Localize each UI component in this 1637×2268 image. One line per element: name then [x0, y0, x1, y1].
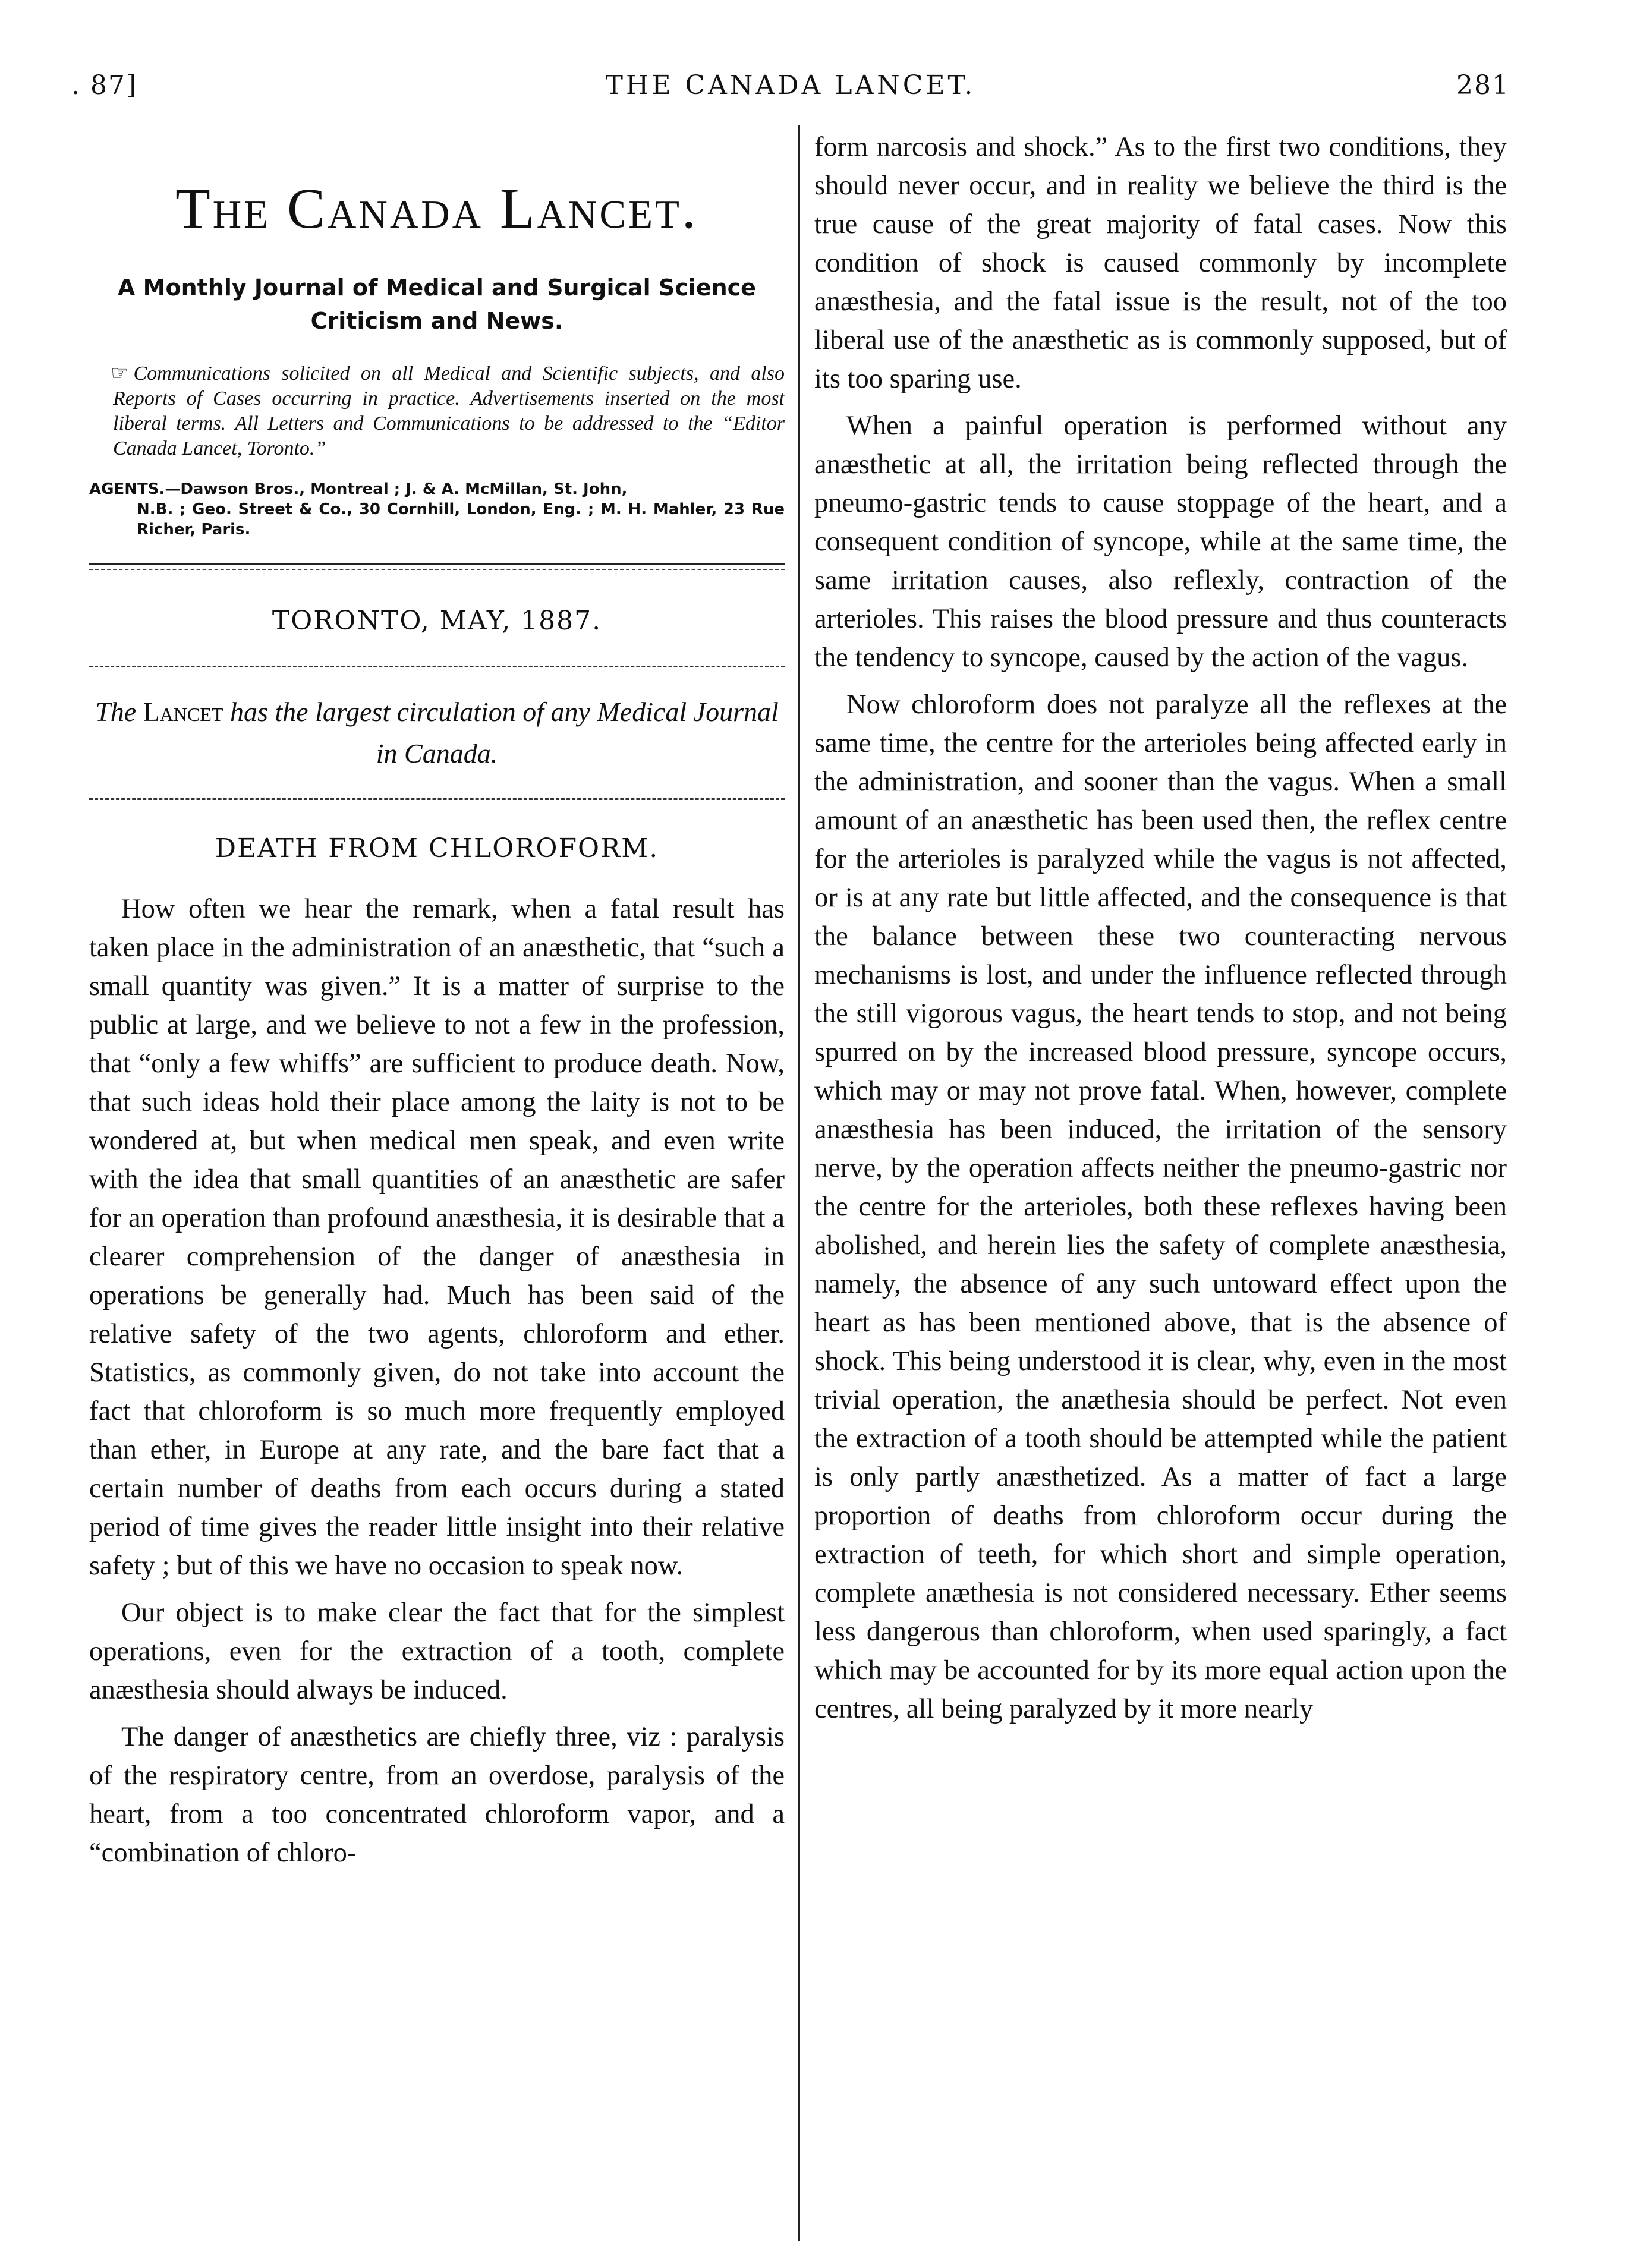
notice-text-end: has the largest circulation of any Medical Journal in Canada.: [223, 697, 779, 768]
circulation-notice: [89, 691, 785, 774]
agents-line-1: AGENTS.—Dawson Bros., Montreal ; J. & A. McMillan, St. John,: [89, 480, 628, 498]
paragraph: Our object is to make clear the fact that for the simplest operations, even for the extraction of a tooth, complete anæsthesia should always be induced.: [89, 1598, 785, 1705]
running-journal-title: THE CANADA LANCET.: [605, 70, 976, 100]
agents-notice: [89, 479, 785, 540]
column-divider: [798, 125, 800, 2241]
agents-line-2: N.B. ; Geo. Street & Co., 30 Cornhill, London, Eng. ; M. H. Mahler, 23 Rue Richer, Paris.: [137, 500, 785, 538]
masthead-subtitle: [89, 271, 785, 338]
subtitle-line-1: A Monthly Journal of Medical and Surgical Science: [118, 275, 756, 301]
pointing-hand-icon: ☞: [111, 363, 129, 385]
issue-number: . 87]: [71, 70, 138, 100]
paragraph: The danger of anæsthetics are chiefly three, viz : paralysis of the respiratory centre, from an overdose, paralysis of the heart, from a too concentrated chloroform vapor, and a “combination of chloro-: [89, 1722, 785, 1868]
right-column: [814, 128, 1507, 1728]
dateline-rule: [89, 666, 785, 667]
masthead-rule: [89, 563, 785, 570]
paragraph: How often we hear the remark, when a fatal result has taken place in the administration of an anæsthetic, that “such a small quantity was given.” It is a matter of surprise to the public at large, and we believe to not a few in the profession, that “only a few whiffs” are sufficient to produce death. Now, that such ideas hold their place among the laity is not to be wondered at, but when medical men speak, and even write with the idea that small quantities of an anæsthetic are safer for an operation than profound anæsthesia, it is desirable that a clearer comprehension of the danger of anæsthesia in operations be generally had. Much has been said of the relative safety of the two agents, chloroform and ether. Statistics, as commonly given, do not take into account the fact that chloroform is so much more frequently employed than ether, in Europe at any rate, and the bare fact that a certain number of deaths from each occurs during a stated period of time gives the reader little insight into their relative safety ; but of this we have no occasion to speak now.: [89, 894, 785, 1581]
article-body-right: [814, 128, 1507, 1728]
notice-rule: [89, 798, 785, 800]
running-head: [71, 70, 1510, 118]
communications-text: Communications solicited on all Medical and Scientific subjects, and also Reports of Cases occurring in practice. Advertisements inserted on the most liberal terms. All Letters and Communications to be addressed to the “Editor Canada Lancet, Toronto.”: [113, 363, 785, 459]
notice-text-start: The: [95, 697, 143, 727]
paragraph: form narcosis and shock.” As to the first two conditions, they should never occur, and in reality we believe the third is the true cause of the great majority of fatal cases. Now this condition of shock is caused commonly by incomplete anæsthesia, and the fatal issue is the result, not of the too liberal use of the anæsthetic as is commonly supposed, but of its too sparing use.: [814, 132, 1507, 394]
article-title: DEATH FROM CHLOROFORM.: [215, 833, 659, 864]
article-body-left: [89, 890, 785, 1872]
page-number: 281: [1456, 70, 1510, 100]
paragraph: Now chloroform does not paralyze all the reflexes at the same time, the centre for the arterioles being affected early in the administration, and sooner than the vagus. When a small amount of an anæsthetic has been used then, the reflex centre for the arterioles is paralyzed while the vagus is not affected, or is at any rate but little affected, and the consequence is that the balance between these two counteracting nervous mechanisms is lost, and under the influence reflected through the still vigorous vagus, the heart tends to stop, and not being spurred on by the increased blood pressure, syncope occurs, which may or may not prove fatal. When, however, complete anæsthesia has been induced, the irritation of the sensory nerve, by the operation affects neither the pneumo-gastric nor the centre for the arterioles, both these reflexes having been abolished, and herein lies the safety of complete anæsthesia, namely, the absence of any such untoward effect upon the heart as has been mentioned above, that is the absence of shock. This being understood it is clear, why, even in the most trivial operation, the anæthesia should be perfect. Not even the extraction of a tooth should be attempted while the patient is only partly anæsthetized. As a matter of fact a large proportion of deaths from chloroform occur during the extraction of teeth, for which short and simple operation, complete anæthesia is not considered necessary. Ether seems less dangerous than chloroform, when used sparingly, a fact which may be accounted for by its more equal action upon the centres, all being paralyzed by it more nearly: [814, 689, 1507, 1724]
paragraph: When a painful operation is performed without any anæsthetic at all, the irritation being reflected through the pneumo-gastric tends to cause stoppage of the heart, and a consequent condition of syncope, while at the same time, the same irritation causes, also reflexly, contraction of the arterioles. This raises the blood pressure and thus counteracts the tendency to syncope, caused by the action of the vagus.: [814, 411, 1507, 673]
dateline: TORONTO, MAY, 1887.: [272, 606, 602, 636]
notice-lancet: Lancet: [143, 697, 223, 727]
left-column: [89, 140, 785, 1872]
subtitle-line-2: Criticism and News.: [310, 308, 563, 334]
masthead-title: The Canada Lancet.: [175, 177, 698, 240]
communications-notice: [89, 361, 785, 461]
